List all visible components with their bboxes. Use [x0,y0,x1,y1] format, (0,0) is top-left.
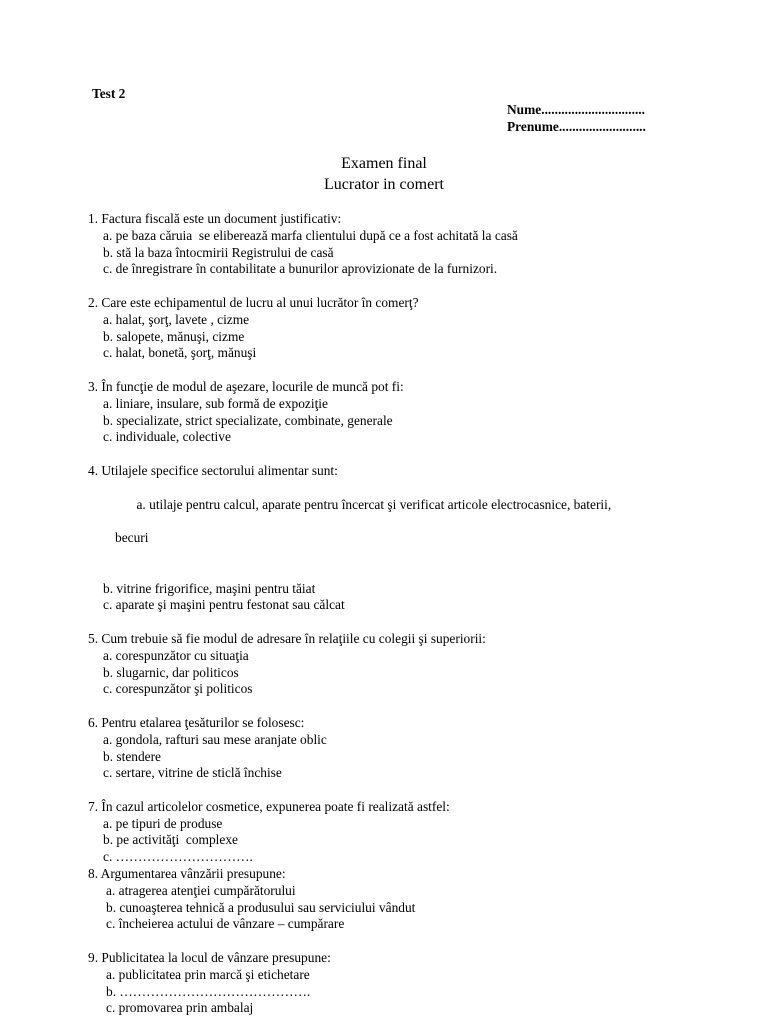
question-text: 2. Care este echipamentul de lucru al unui lucrător în comerţ? [88,294,419,310]
option-c: c. …………………………. [103,849,253,865]
option-c: c. încheierea actului de vânzare – cumpărare [106,916,345,932]
option-b: b. slugarnic, dar politicos [103,664,239,680]
option-a [88,480,688,581]
title-line-2: Lucrator in comert [324,176,444,193]
option-b: b. cunoaşterea tehnică a produsului sau serviciului vândut [106,899,416,915]
option-b: b. ……………………………………. [106,983,311,999]
surname-field: Prenume.......................... [507,118,646,134]
option-a: a. corespunzător cu situaţia [103,647,249,663]
question-8 [88,866,688,933]
question-text: 4. Utilajele specifice sectorului alimentar sunt: [88,462,338,478]
option-b: b. pe activităţi complexe [103,832,238,848]
option-a: a. pe baza căruia se eliberează marfa clientului după ce a fost achitată la casă [103,227,518,243]
title-line-1: Examen final [341,155,427,172]
test-label: Test 2 [92,86,126,101]
question-7 [88,799,688,866]
option-a-line-2: becuri [115,530,149,546]
option-a: a. publicitatea prin marcă şi etichetare [106,966,310,982]
option-a: a. halat, şorţ, lavete , cizme [103,311,250,327]
option-a: a. pe tipuri de produse [103,815,223,831]
question-list [88,211,688,1034]
option-c: c. de înregistrare în contabilitate a bunurilor aprovizionate de la furnizori. [103,261,498,277]
question-3 [88,379,688,446]
option-a: a. atragerea atenţiei cumpărătorului [106,882,296,898]
question-5 [88,631,688,698]
option-b: b. specializate, strict specializate, combinate, generale [103,412,393,428]
question-4 [88,463,688,614]
option-c: c. sertare, vitrine de sticlă închise [103,765,282,781]
option-c: c. promovarea prin ambalaj [106,1000,254,1016]
option-b: b. stendere [103,748,162,764]
question-6 [88,715,688,782]
name-field: Nume............................... [507,102,645,117]
question-text: 5. Cum trebuie să fie modul de adresare în relaţiile cu colegii şi superiorii: [88,630,486,646]
option-b: b. vitrine frigorifice, maşini pentru tăiat [103,580,316,596]
question-text: 1. Factura fiscală este un document justificativ: [88,211,342,226]
option-b: b. salopete, mănuşi, cizme [103,328,245,344]
question-2 [88,295,688,362]
student-name-fields [507,102,646,136]
option-c: c. aparate şi maşini pentru festonat sau călcat [103,597,345,613]
option-b: b. stă la baza întocmirii Registrului de casă [103,244,334,260]
option-c: c. corespunzător şi politicos [103,681,253,697]
option-c: c. individuale, colective [103,429,231,445]
question-text: 6. Pentru etalarea ţesăturilor se folosesc: [88,714,305,730]
question-text: 3. În funcţie de modul de aşezare, locurile de muncă pot fi: [88,378,404,394]
question-1 [88,211,688,278]
option-a: a. liniare, insulare, sub formă de expoziţie [103,395,328,411]
option-a-line-1: a. utilaje pentru calcul, aparate pentru încercat şi verificat articole electrocasnice, baterii, [136,496,612,512]
question-9 [88,950,688,1017]
option-c: c. halat, bonetă, şorţ, mănuşi [103,345,257,361]
option-a: a. gondola, rafturi sau mese aranjate oblic [103,731,327,747]
question-text: 7. În cazul articolelor cosmetice, expunerea poate fi realizată astfel: [88,798,450,814]
exam-title [0,153,768,195]
question-text: 9. Publicitatea la locul de vânzare presupune: [88,950,331,966]
question-text: 8. Argumentarea vânzării presupune: [88,866,286,882]
